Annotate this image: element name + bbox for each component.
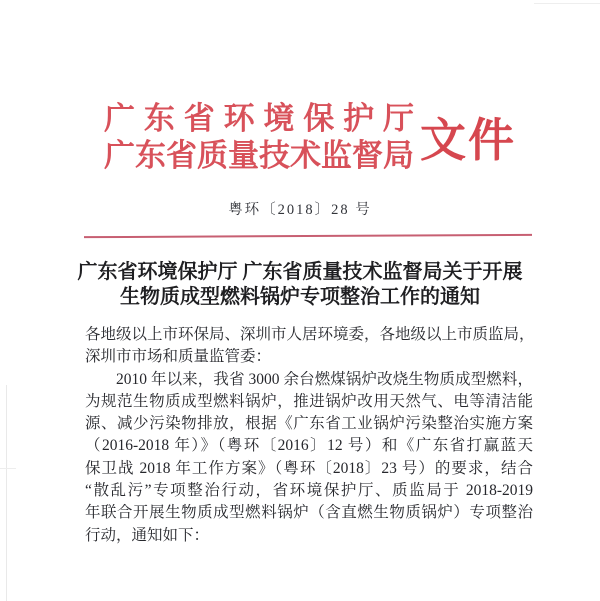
body-line: （2016-2018 年）》（粤环〔2016〕12 号）和《广东省打赢蓝天	[85, 437, 533, 455]
document-title	[60, 260, 540, 310]
body-line: 为规范生物质成型燃料锅炉，推进锅炉改用天然气、电等清洁能	[85, 392, 533, 410]
body-line: 保卫战 2018 年工作方案》（粤环〔2018〕23 号）的要求，结合	[85, 459, 533, 477]
issuing-organizations	[104, 100, 414, 174]
document-body	[85, 324, 533, 547]
body-line: 源、减少污染物排放，根据《广东省工业锅炉污染整治实施方案	[85, 415, 533, 433]
document-title-line2: 生物质成型燃料锅炉专项整治工作的通知	[120, 286, 480, 308]
scan-edge-artifact-top	[534, 3, 600, 4]
document-title-line1: 广东省环境保护厅 广东省质量技术监督局关于开展	[77, 261, 523, 283]
doc-type-label: 文件	[420, 115, 516, 166]
document-number: 粤环〔2018〕28 号	[228, 202, 372, 218]
scan-smudge-artifact	[0, 468, 16, 469]
red-divider-line	[84, 234, 532, 238]
body-line: 各地级以上市环保局、深圳市人居环境委，各地级以上市质监局，	[85, 326, 535, 343]
body-line: “散乱污”专项整治行动，省环境保护厅、质监局于 2018-2019	[85, 482, 533, 500]
scan-edge-artifact-left	[6, 385, 7, 601]
body-line: 2010 年以来，我省 3000 余台燃煤锅炉改烧生物质成型燃料，	[116, 370, 533, 388]
body-line: 深圳市市场和质量监管委：	[85, 348, 272, 366]
org-name-environmental-dept: 广东省环境保护厅	[104, 101, 414, 136]
body-line: 年联合开展生物质成型燃料锅炉（含直燃生物质锅炉）专项整治	[85, 504, 533, 522]
org-name-quality-bureau: 广东省质量技术监督局	[104, 138, 414, 173]
body-line: 行动，通知如下：	[85, 526, 210, 544]
letterhead	[104, 100, 516, 174]
